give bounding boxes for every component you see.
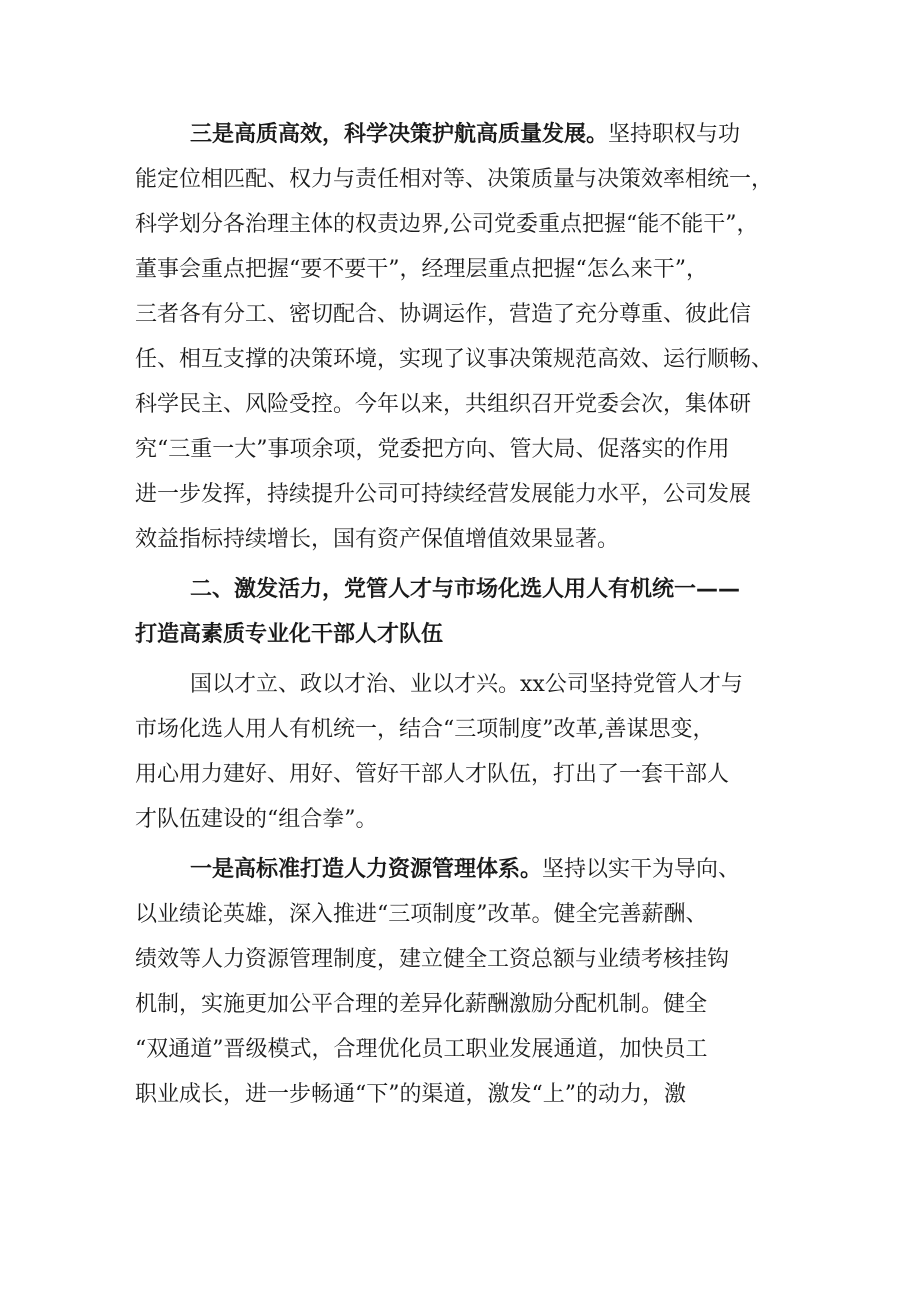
paragraph-1-heading: 三是高质高效，科学决策护航高质量发展。 xyxy=(190,122,609,147)
paragraph-1-line-7: 科学民主、风险受控。今年以来，共组织召开党委会次，集体研 xyxy=(135,392,752,417)
paragraph-3-line-1 xyxy=(190,855,740,885)
paragraph-1-line-10: 效益指标持续增长，国有资产保值增值效果显著。 xyxy=(135,527,620,552)
paragraph-1-line-2: 能定位相匹配、权力与责任相对等、决策质量与决策效率相统一， xyxy=(135,167,774,192)
paragraph-1-line-9: 进一步发挥，持续提升公司可持续经营发展能力水平，公司发展 xyxy=(135,482,752,507)
section-2-title-line-2: 打造高素质专业化干部人才队伍 xyxy=(135,622,444,647)
paragraph-3-line-4: 机制，实施更加公平合理的差异化薪酬激励分配机制。健全 xyxy=(135,992,708,1017)
paragraph-3-line-6: 职业成长，进一步畅通“下”的渠道，激发“上”的动力，激 xyxy=(135,1082,686,1107)
paragraph-3-line-5: “双通道”晋级模式，合理优化员工职业发展通道，加快员工 xyxy=(135,1037,708,1062)
paragraph-3-line-2: 以业绩论英雄，深入推进“三项制度”改革。健全完善薪酬、 xyxy=(135,902,708,927)
paragraph-3-heading: 一是高标准打造人力资源管理体系。 xyxy=(190,857,543,882)
paragraph-1-line-4: 董事会重点把握“要不要干”，经理层重点把握“怎么来干”， xyxy=(135,257,708,282)
paragraph-2-line-1: 国以才立、政以才治、业以才兴。xx公司坚持党管人才与 xyxy=(190,672,743,697)
paragraph-1-line-5: 三者各有分工、密切配合、协调运作，营造了充分尊重、彼此信 xyxy=(135,302,752,327)
paragraph-1-line-1 xyxy=(190,120,740,150)
paragraph-2-line-3: 用心用力建好、用好、管好干部人才队伍，打出了一套干部人 xyxy=(135,762,730,787)
paragraph-2-line-4: 才队伍建设的“组合拳”。 xyxy=(135,807,378,832)
paragraph-1-line-8: 究“三重一大”事项余项，党委把方向、管大局、促落实的作用 xyxy=(135,437,730,462)
paragraph-3-line-3: 绩效等人力资源管理制度，建立健全工资总额与业绩考核挂钩 xyxy=(135,947,730,972)
section-2-title-line-1: 二、激发活力，党管人才与市场化选人用人有机统一—— xyxy=(190,577,741,602)
paragraph-1-line-6: 任、相互支撑的决策环境，实现了议事决策规范高效、运行顺畅、 xyxy=(135,347,774,372)
paragraph-2-line-2: 市场化选人用人有机统一，结合“三项制度”改革,善谋思变， xyxy=(135,717,715,742)
paragraph-1-line-3: 科学划分各治理主体的权责边界,公司党委重点把握“能不能干”， xyxy=(135,212,759,237)
paragraph-1-line-1-text: 坚持职权与功 xyxy=(608,122,741,147)
paragraph-3-line-1-text: 坚持以实干为导向、 xyxy=(542,857,741,882)
